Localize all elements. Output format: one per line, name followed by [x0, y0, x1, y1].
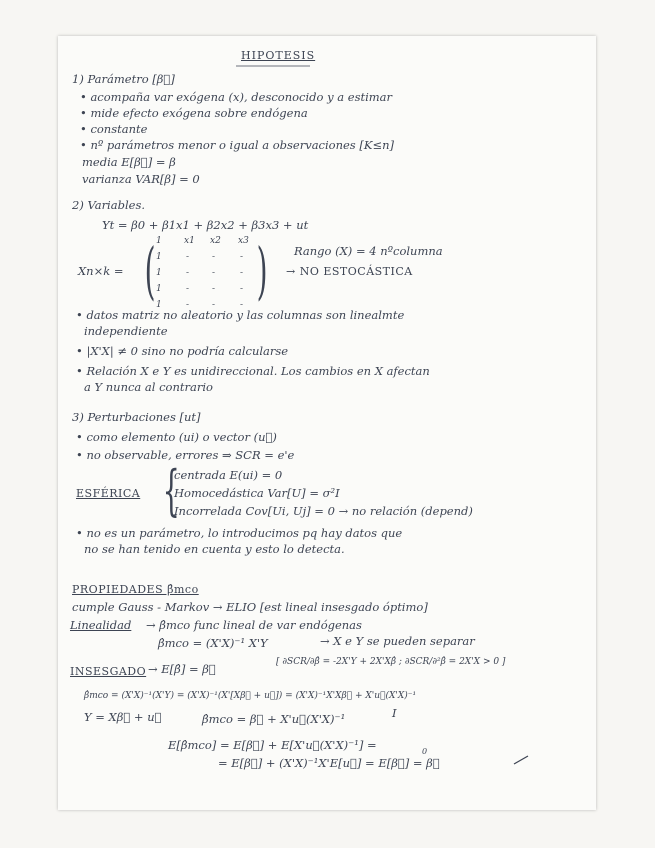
- matrix-cell: -: [186, 300, 190, 310]
- matrix-cell: -: [212, 268, 216, 278]
- s3-homocedastica: Homocedástica Var[U] = σ²I: [174, 486, 340, 500]
- props-zero: 0: [422, 747, 428, 756]
- matrix-cell: 1: [156, 284, 162, 294]
- matrix-cell: -: [240, 300, 244, 310]
- notebook-page: [58, 36, 596, 810]
- props-insesgado-label: INSESGADO: [70, 665, 147, 678]
- props-separar: → X e Y se pueden separar: [320, 634, 475, 648]
- s1-bullet-4: • nº parámetros menor o igual a observaciones [K≤n]: [80, 138, 394, 152]
- s1-bullet-1: • acompaña var exógena (x), desconocido y a estimar: [80, 90, 393, 104]
- s2-rango: Rango (X) = 4 nºcolumna: [294, 244, 443, 258]
- s3-bullet-3a: • no es un parámetro, lo introducimos pq hay datos que: [76, 526, 403, 540]
- matrix-col-header: 1: [156, 236, 162, 246]
- s2-bullet-3a: • Relación X e Y es unidireccional. Los cambios en X afectan: [76, 364, 430, 378]
- s2-bullet-3b: a Y nunca al contrario: [84, 380, 213, 394]
- s1-bullet-3: • constante: [80, 122, 148, 136]
- s3-bullet-1: • como elemento (ui) o vector (u⃗): [76, 430, 277, 444]
- matrix-cell: -: [186, 252, 190, 262]
- s3-centrada: centrada E(ui) = 0: [174, 468, 283, 482]
- section-2-heading: 2) Variables.: [72, 198, 145, 212]
- props-insesgado-text: → E[β̂] = β⃗: [148, 662, 216, 676]
- props-deriv-1: β̂mco = (X'X)⁻¹(X'Y) = (X'X)⁻¹(X'[Xβ⃗ + u⃗]) = (X'X)⁻¹X'Xβ⃗ + X'u⃗(X'X)⁻¹: [84, 691, 417, 701]
- s2-equation: Yt = β0 + β1x1 + β2x2 + β3x3 + ut: [102, 218, 309, 232]
- s2-bullet-2: • |X'X| ≠ 0 sino no podría calcularse: [76, 344, 289, 358]
- props-identity: I: [392, 706, 397, 720]
- s3-incorrelada: Incorrelada Cov[Ui, Uj] = 0 → no relación (depend): [174, 504, 473, 518]
- props-bmco: β̂mco = (X'X)⁻¹ X'Y: [158, 636, 268, 650]
- matrix-col-header: x3: [238, 236, 249, 246]
- matrix-label: Xn×k =: [78, 264, 124, 278]
- matrix-col-header: x2: [210, 236, 221, 246]
- matrix-cell: -: [240, 268, 244, 278]
- s3-esferica: ESFÉRICA: [76, 487, 141, 500]
- props-heading: PROPIEDADES β̂mco: [72, 583, 199, 596]
- matrix-left-paren: (: [144, 234, 156, 307]
- props-gauss-markov: cumple Gauss - Markov → ELIO [est lineal insesgado óptimo]: [72, 600, 428, 614]
- props-linealidad-label: Linealidad: [70, 618, 132, 632]
- props-derivative-bracket: [ ∂SCR/∂β̂ = -2X'Y + 2X'Xβ̂ ; ∂SCR/∂²β̂ = 2X'X > 0 ]: [276, 657, 506, 667]
- s3-bullet-2: • no observable, errores ⇒ SCR = e'e: [76, 448, 295, 462]
- esferica-brace: {: [162, 459, 180, 522]
- props-linealidad-text: → β̂mco func lineal de var endógenas: [146, 618, 362, 632]
- props-deriv-2: β̂mco = β⃗ + X'u⃗(X'X)⁻¹: [202, 712, 346, 726]
- s2-bullet-1b: independiente: [84, 324, 168, 338]
- s1-varianza: varianza VAR[β] = 0: [82, 172, 200, 186]
- s1-bullet-2: • mide efecto exógena sobre endógena: [80, 106, 308, 120]
- matrix-cell: 1: [156, 268, 162, 278]
- matrix-cell: -: [186, 284, 190, 294]
- matrix-cell: -: [212, 284, 216, 294]
- matrix-cell: -: [240, 284, 244, 294]
- page-title: HIPOTESIS: [241, 49, 316, 62]
- matrix-right-paren: ): [256, 234, 268, 307]
- ink-marks: [58, 36, 596, 810]
- section-1-heading: 1) Parámetro [β⃗]: [72, 72, 175, 86]
- s2-bullet-1a: • datos matriz no aleatorio y las columnas son linealmte: [76, 308, 405, 322]
- matrix-cell: -: [186, 268, 190, 278]
- s2-no-estocastica: → NO ESTOCÁSTICA: [286, 265, 413, 278]
- matrix-col-header: x1: [184, 236, 195, 246]
- section-3-heading: 3) Perturbaciones [ut]: [72, 410, 201, 424]
- matrix-cell: 1: [156, 300, 162, 310]
- matrix-cell: -: [212, 300, 216, 310]
- props-deriv-4: = E[β⃗] + (X'X)⁻¹X'E[u⃗] = E[β⃗] = β⃗: [218, 756, 440, 770]
- matrix-cell: -: [212, 252, 216, 262]
- props-deriv-3: E[β̂mco] = E[β⃗] + E[X'u⃗(X'X)⁻¹] =: [168, 738, 377, 752]
- props-y-def: Y = Xβ⃗ + u⃗: [84, 710, 162, 724]
- s3-bullet-3b: no se han tenido en cuenta y esto lo detecta.: [84, 542, 345, 556]
- matrix-cell: -: [240, 252, 244, 262]
- s1-media: media E[β⃗] = β: [82, 155, 176, 169]
- matrix-cell: 1: [156, 252, 162, 262]
